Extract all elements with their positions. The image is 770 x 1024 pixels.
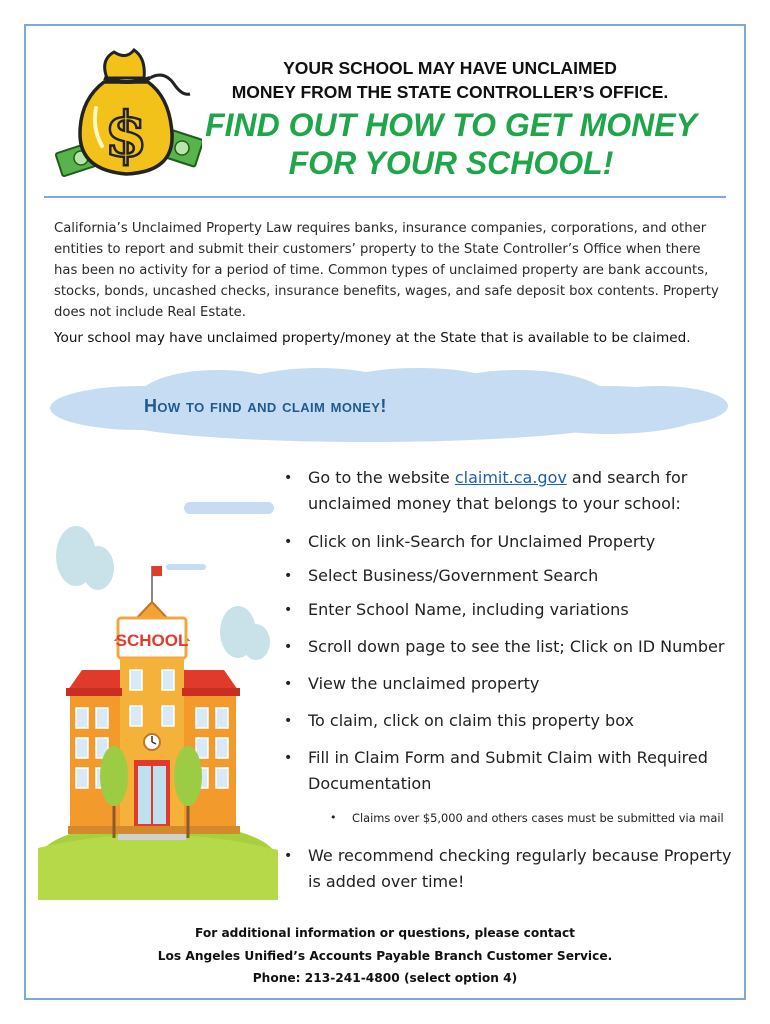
step-7 — [282, 708, 742, 734]
school-sign-text: SCHOOL — [115, 631, 189, 650]
step-5-text: Scroll down page to see the list; Click on ID Number — [308, 637, 725, 656]
step-9 — [282, 843, 742, 895]
step-5 — [282, 634, 742, 660]
intro-paragraph: California’s Unclaimed Property Law requires banks, insurance companies, corporations, and other entities to report and submit their customers’ property to the State Controller’s Office when there has been no activity for a period of time. Common types of unclaimed property are bank accounts, stocks, bonds, uncashed checks, insurance benefits, wages, and safe deposit box contents. Property does not include Real Estate. — [54, 221, 719, 320]
step-7-text: To claim, click on claim this property box — [308, 711, 634, 730]
step-3-text: Select Business/Government Search — [308, 566, 599, 585]
steps-list — [282, 465, 742, 895]
bullet-icon: • — [284, 848, 293, 864]
header-divider — [44, 196, 726, 198]
headline-main — [195, 106, 707, 182]
school-building-illustration — [38, 520, 278, 900]
step-2-text: Click on link-Search for Unclaimed Property — [308, 532, 656, 551]
footer-phone: Phone: 213-241-4800 (select option 4) — [252, 971, 518, 985]
bullet-icon: • — [284, 568, 293, 584]
bullet-icon: • — [284, 639, 293, 655]
step-4-text: Enter School Name, including variations — [308, 600, 629, 619]
headline-line-1: YOUR SCHOOL MAY HAVE UNCLAIMED — [283, 58, 617, 78]
bullet-icon: • — [284, 602, 293, 618]
claimit-link[interactable]: claimit.ca.gov — [454, 468, 567, 487]
bullet-icon: • — [284, 534, 293, 550]
headline-top — [200, 56, 700, 104]
headline-main-line-2: FOR YOUR SCHOOL! — [288, 145, 614, 181]
bullet-icon: • — [284, 676, 293, 692]
step-6 — [282, 671, 742, 697]
contact-footer — [40, 922, 730, 990]
bullet-icon: • — [330, 811, 337, 824]
bullet-icon: • — [284, 713, 293, 729]
headline-main-line-1: FIND OUT HOW TO GET MONEY — [205, 107, 697, 143]
footer-line-2: Los Angeles Unified’s Accounts Payable Branch Customer Service. — [157, 948, 613, 963]
step-3 — [282, 563, 742, 589]
step-8-text: Fill in Claim Form and Submit Claim with Required Documentation — [308, 748, 708, 793]
step-8-subitem — [282, 805, 742, 831]
step-8 — [282, 745, 742, 797]
step-1-text-after: and search for unclaimed money that belongs to your school: — [308, 468, 688, 513]
step-8-sub-text: Claims over $5,000 and others cases must be submitted via mail — [352, 811, 724, 825]
step-1-text-before: Go to the website — [308, 468, 455, 487]
bullet-icon: • — [284, 470, 293, 486]
headline-line-2: MONEY FROM THE STATE CONTROLLER’S OFFICE. — [231, 82, 669, 102]
bag-dollar-sign: $ — [104, 98, 148, 171]
decorative-cloud-pill — [184, 502, 274, 514]
step-4 — [282, 597, 742, 623]
footer-line-1: For additional information or questions, please contact — [194, 926, 576, 940]
step-6-text: View the unclaimed property — [308, 674, 540, 693]
step-9-text: We recommend checking regularly because Property is added over time! — [308, 846, 732, 891]
section-title: How to find and claim money! — [144, 396, 387, 416]
money-bag-icon — [52, 38, 202, 188]
step-1 — [282, 465, 742, 517]
step-2 — [282, 529, 742, 555]
bullet-icon: • — [284, 750, 293, 766]
intro-emphasis: Your school may have unclaimed property/money at the State that is available to be claimed. — [54, 330, 691, 346]
